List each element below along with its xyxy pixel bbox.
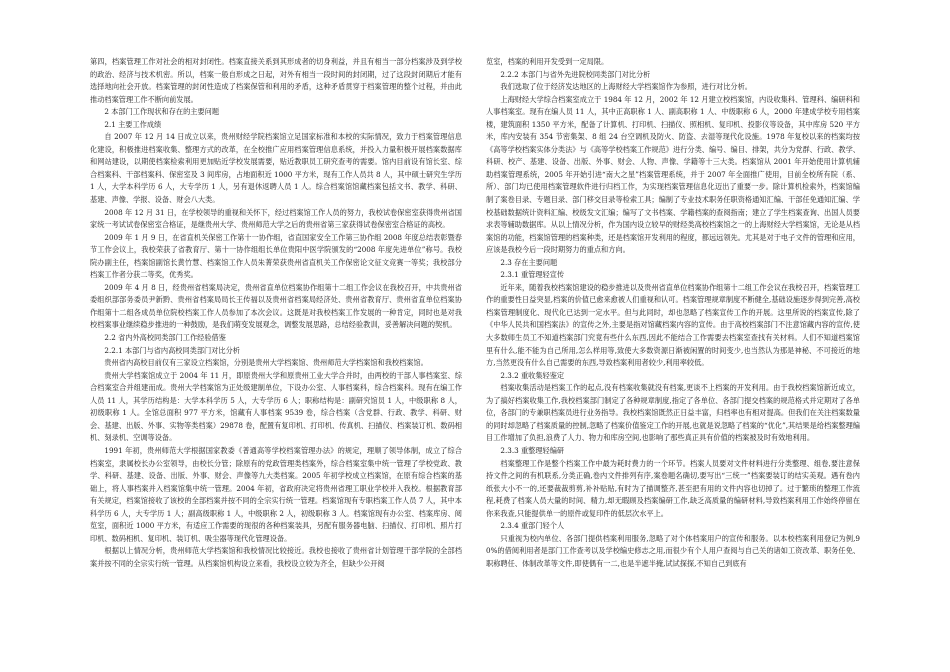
section-heading: 2.3.3 重整理轻编研: [500, 445, 565, 455]
paragraph: 第四，档案管理工作对社会的相对封闭性。档案直接关系到其形成者的切身利益，并且有相当一部分档案涉及到学校的政治、经济与技术机密。所以，档案一般自形成之日起，对外有相当一段时间的封闭期，过了这段封闭期后才能有选择地向社会开放。档案管理的封闭性造成了档案保管和利用的矛盾，这种矛盾贯穿于档案管理的整个过程，并由此推动档案管理工作不断向前发展。: [90, 57, 462, 104]
paragraph: 我们选取了位于经济发达地区的上海财经大学档案馆作为参照，进行对比分析。: [500, 82, 752, 92]
section-heading: 2.2.2 本部门与省外先进院校同类部门对比分析: [500, 69, 651, 79]
section-heading: 2.2 省内外高校同类部门工作经验借鉴: [104, 333, 226, 343]
paragraph: 自 2007 年 12 月 14 日成立以来，贵州财经学院档案馆立足国家标准和本校的实际情况，致力于档案管理信息化建设，积极推进档案收集、整理方式的改革，在全校推广应用档案管理信息系统，并投入力量积极开展档案数据库和网站建设，以期使档案检索利用更加贴近学校发展需要，贴近教职员工研究查考的需要。馆内目前设有馆长室、综合档案科、干部档案科、保密室及 3 间库房，占地面积近 1000 平方米，现有工作人员共 8 人，其中硕士研究生学历 1 人，大学本科学历 6 人，大专学历 1 人，另有退休返聘人员 1 人。综合档案馆馆藏档案包括文书、教学、科研、基建、声像、学报、设备、财会八大类。: [90, 132, 462, 205]
section-heading: 2.3.4 重部门轻个人: [500, 521, 565, 531]
paragraph: 1991 年初，贵州师范大学根据国家教委《普通高等学校档案管理办法》的规定，理顺了领导体制，成立了综合档案室，隶属校长办公室领导，由校长分管；除原有的党政管理类档案外，综合档案室集中统一管理了学校党政、教学、科研、基建、设备、出版、外事、财会、声像等九大类档案。2005 年初学校成立档案馆，在原有综合档案的基础上，将人事档案并入档案馆集中统一管理。2004 年初，省政府决定将贵州省理工职业学校并入我校。根据教育部有关规定，档案馆接收了该校的全部档案并按不同的全宗实行统一管理。档案馆现有专职档案工作人员 7 人，其中本科学历 6 人，大专学历 1 人；副高级职称 1 人，中级职称 2 人，初级职称 3 人。档案馆现有办公室、档案库房、阅览室，面积近 1000 平方米，有适应工作需要的现很的各种档案装具，另配有服务器电脑、扫描仪、打印机、照片打印机、数码相机、复印机、装订机、吸尘器等现代化管理设备。: [90, 445, 462, 543]
section-heading: 2.3.2 重收集轻鉴定: [500, 370, 565, 380]
section-heading: 2.2.1 本部门与省内高校同类部门对比分析: [104, 345, 240, 355]
paragraph: 只重视为校内单位、各部门提供档案利用服务,忽略了对个体档案用户的宣传和服务。以本校档案利用登记为例,90%的借阅利用者是部门工作查考以及学校编史修志之用,而很少有个人用户查阅与自己关的诸如工资改革、职务任免、职称聘任、体制改革等文件,即使偶有一二,也是半遮半掩,试试探探,不知自己到底有: [486, 533, 860, 568]
paragraph: 档案收集活动是档案工作的起点,没有档案收集就没有档案,更谈不上档案的开发利用。由于我校档案馆新近成立，为了搞好档案收集工作,我校档案部门制定了各种规章制度,指定了各单位、各部门提交档案的规范格式并定期对了各单位，各部门的专兼职档案员进行业务指导。我校档案馆既然正日益丰富，归档率也有相对提高。但我们在关注档案数量的同时却忽略了档案质量的控制,忽略了档案价值鉴定工作的开展,也就是说忽略了档案的“优化”,其结果是给档案整理编目工作增加了负担,浪费了人力、物力和库房空间,也影响了那些真正具有价值的档案被及时有效地利用。: [486, 383, 860, 443]
left-column: [90, 56, 462, 570]
section-heading: 2.1 主要工作成绩: [104, 119, 162, 129]
paragraph: 2008 年 12 月 31 日，在学校领导的重视和关怀下，经过档案馆工作人员的努力，我校试卷保密室获得贵州省国家统一考试试卷保密室合格证，是继贵州大学、贵州师范大学之后的贵州省第三家获得试卷保密室合格证的高校。: [90, 207, 462, 230]
section-heading: 2.3 存在主要问题: [500, 257, 558, 267]
section-heading: 2.3.1 重管理轻宣传: [500, 270, 565, 280]
paragraph: 贵州大学档案馆成立于 2004 年 11 月，即原贵州大学和原贵州工业大学合并时，由两校的干部人事档案室、综合档案室合并组建而成。贵州大学档案馆为正处级建制单位，下设办公室、人事档案科，综合档案科。现有在编工作人员 11 人，其学历结构是：大学本科学历 5 人，大专学历 6 人；职称结构是：副研究馆员 1 人，中级职称 8 人，初级职称 1 人。全馆总面积 977 平方米，馆藏有人事档案 9539 卷，综合档案（含党群、行政、教学、科研、财会、基建、出版、外事、实物等类档案）29878 卷，配置有复印机、打印机、传真机、扫描仪、档案装订机、数码相机、刻录机、空调等设备。: [90, 370, 462, 443]
paragraph: 上海财经大学综合档案室成立于 1984 年 12 月，2002 年 12 月建立校档案馆，内设收集科、管理科、编研科和人事档案室。现有在编人员 11 人，其中正高职称 1 人、副高职称 1 人、中级职称 6 人，2000 年建成学校专用档案楼，建筑面积 1350 平方米，配备了计算机、打印机、扫描仪、照相机、复印机、投影仪等设备，其中库房 520 平方米，库内安装有 354 节密集架、8 组 24 台空调机及防火、防盗、去湿等现代化设施。1978 年复校以来的档案均按《高等学校档案实体分类法》与《高等学校档案工作规范》进行分类、编号、编目、排架，共分为党群、行政、教学、科研、校产、基建、设备、出版、外事、财会、人物、声像、学籍等十三大类。档案馆从 2001 年开始使用计算机辅助档案管理系统，2005 年开始引进“南大之星”档案管理系统，并于 2007 年全面推广使用，目前全校所有院（系、所）、部门均已使用档案管理软件进行归档工作，为实现档案管理信息化迈出了重要一步。除计算机检索外，档案馆编制了案卷目录、专题目录、部门移交目录等检索工具；编制了专业技术职务任职资格通知汇编、干部任免通知汇编、学校基础数据统计资料汇编、校级发文汇编；编写了文书档案、学籍档案的查阅指南；建立了学生档案查询、出国人员要求表等辅助数据库。从以上情况分析，作为国内设立较早的财经类高校档案馆之一的上海财经大学档案馆，无论是从档案馆的功能，档案馆管理的档案种类，还是档案馆开发利用的程度，都远远领先。尤其是对于电子文件的管理和应用，应该是我校今后一段时期努力的重点和方向。: [486, 94, 860, 255]
paragraph: 2009 年 4 月 8 日，经贵州省档案局决定，贵州省直单位档案协作组第十二组工作会议在我校召开，中共贵州省委组织部部务委员尹新黔、贵州省档案局局长王传福以及贵州省档案局经济处、贵州省教育厅、贵州省直单位档案协作组第十二组各成员单位院校档案工作人员参加了本次会议。这既是对我校档案工作发展的一种肯定，同时也是对我校档案事业继续稳步推进的一种鼓励，是我们萌变发展观念，调整发展思路，总结经验教训，妥善解决问题的契机。: [90, 282, 462, 330]
paragraph: 览室，档案的利用开发受到一定局限。: [486, 57, 609, 66]
paragraph: 贵州省内高校目前仅有三家设立档案馆，分别是贵州大学档案馆、贵州师范大学档案馆和我校档案馆。: [104, 358, 428, 368]
paragraph: 根据以上情况分析，贵州师范大学档案馆和我校情况比较接近。我校也接收了贵州省计划管理干部学院的全部档案并按不同的全宗实行统一管理。从档案馆机构设立来看，我校设立较为齐全，但缺少公开阅: [90, 546, 462, 568]
right-column: [486, 56, 860, 570]
section-heading: 2 本部门工作现状和存在的主要问题: [104, 107, 220, 117]
paragraph: 近年来，随着我校档案馆建设的稳步推进以及贵州省直单位档案协作组第十二组工作会议在我校召开，档案管理工作的重要性日益突显,档案的价值已愈来愈被人们重视和认可。档案管理规章制度不断健全,基础设施逐步得到完善,高校档案管理制度化、现代化已达到一定水平。但与此同时，却也忽略了档案宣传工作的开展。这里所说的档案宣传,除了《中华人民共和国档案法》的宣传之外,主要是指对馆藏档案内容的宣传。由于高校档案部门不注意馆藏内容的宣传,使大多数师生员工不知道档案部门究竟有些什么东西,因此不能结合工作需要去档案室查找有关材料。人们不知道档案馆里有什么,能不能为自己所用,怎么样用等,致使大多数资源日渐被闲置的时间变少,也当然认为那是神秘、不可接近的地方,当然更没有什么自己需要的东西,导致档案利用者较少,利用率较低。: [486, 282, 860, 368]
paragraph: 2009 年 1 月 9 日，在省直机关保密工作第十一协作组，省直国家安全工作第三协作组 2008 年度总结表彰暨春节工作会议上，我校荣获了省教育厅、第十一协作组组长单位贵阳中医学院颁发的“2008 年度先进单位”称号。我校院办副主任，档案馆副馆长黄竹慧、档案馆工作人员朱菁荣获贵州省直机关工作保密论文征文竞赛一等奖；我校部分档案工作者分获二等奖，优秀奖。: [90, 232, 462, 280]
paragraph: 档案整理工作是整个档案工作中最为耗时费力的一个环节。档案人员要对文件材料进行分类整理、组卷,要注意保持文件之间的有机联系,分类正确,卷内文件排列有序,案卷题名确切,要写出“三统一”档案要装订的结实美观。遇有卷内纸张大小不一的,还要裁裁剪剪,补补贴贴,有时为了描调整齐,甚至把有用的文件内容也切掉了。过于繁琐的整理工作流程,耗费了档案人员大量的时间、精力,却无暇顾及档案编研工作,缺乏高质量的编研材料,导致档案利用工作始终停留在你来我查,只能提供单一的原件或复印件的低层次水平上。: [486, 458, 860, 518]
